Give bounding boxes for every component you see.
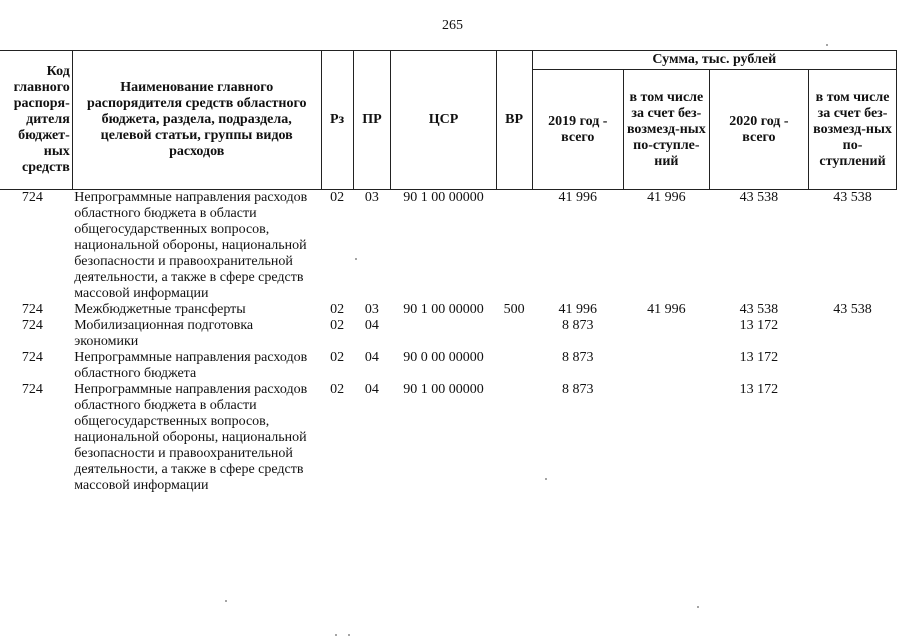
cell-vr: 500 [503, 302, 525, 317]
scan-speck [348, 634, 350, 636]
cell-pr: 04 [364, 382, 379, 397]
cell-pr: 03 [364, 302, 379, 317]
header-2019-total: 2019 год - всего [532, 70, 623, 190]
cell-2019-free: 41 996 [647, 302, 686, 317]
cell-vr [496, 350, 532, 382]
header-code-line: распоря- [13, 96, 70, 111]
header-code-line: средств [22, 160, 70, 175]
cell-csr [391, 318, 496, 350]
cell-csr: 90 0 00 00000 [403, 350, 484, 365]
cell-pr: 03 [364, 190, 379, 205]
header-code-line: главного [13, 80, 70, 95]
cell-code: 724 [21, 318, 43, 333]
cell-code: 724 [21, 382, 43, 397]
scan-speck [355, 258, 357, 260]
cell-rz: 02 [330, 350, 345, 365]
header-csr: ЦСР [391, 51, 496, 190]
cell-2019-total: 8 873 [562, 318, 594, 333]
scan-speck [826, 44, 828, 46]
cell-csr: 90 1 00 00000 [403, 382, 484, 397]
cell-2020-total: 13 172 [739, 318, 779, 333]
cell-pr: 04 [364, 350, 379, 365]
cell-2019-total: 41 996 [558, 190, 598, 205]
cell-2019-total: 8 873 [562, 382, 594, 397]
cell-2020-free: 43 538 [833, 190, 872, 205]
cell-code: 724 [21, 190, 43, 205]
scan-speck [335, 634, 337, 636]
scan-speck [697, 606, 699, 608]
cell-vr [496, 382, 532, 494]
budget-table [0, 50, 897, 494]
cell-vr [496, 190, 532, 303]
cell-2020-free [809, 318, 897, 350]
header-sum: Сумма, тыс. рублей [532, 51, 896, 70]
cell-name: Межбюджетные трансферты [74, 302, 246, 317]
table-row [0, 382, 897, 494]
cell-2019-free [624, 350, 710, 382]
cell-name: Мобилизационная подготовка экономики [74, 318, 254, 349]
cell-rz: 02 [330, 318, 345, 333]
cell-code: 724 [21, 302, 43, 317]
header-2020-free: в том числе за счет без-возмезд-ных по-ступлений [809, 70, 897, 190]
table-row [0, 302, 897, 318]
cell-2020-total: 43 538 [739, 302, 779, 317]
cell-2019-free: 41 996 [647, 190, 686, 205]
cell-2020-free [809, 382, 897, 494]
header-name: Наименование главного распорядителя средств областного бюджета, раздела, подраздела, целевой статьи, группы видов расходов [72, 51, 321, 190]
page-number: 265 [442, 18, 463, 33]
cell-csr: 90 1 00 00000 [403, 190, 484, 205]
cell-2020-free: 43 538 [833, 302, 872, 317]
scan-speck [225, 600, 227, 602]
header-vr: ВР [496, 51, 532, 190]
header-code-line: Код [46, 64, 70, 79]
cell-csr: 90 1 00 00000 [403, 302, 484, 317]
cell-rz: 02 [330, 302, 345, 317]
header-code [0, 51, 72, 190]
header-2019-free: в том числе за счет без-возмезд-ных по-ступле-ний [624, 70, 710, 190]
header-2020-total: 2020 год - всего [709, 70, 808, 190]
cell-2019-free [624, 382, 710, 494]
table-row [0, 350, 897, 382]
cell-2019-total: 8 873 [562, 350, 594, 365]
header-code-line: ных [43, 144, 70, 159]
cell-2020-total: 13 172 [739, 350, 779, 365]
cell-2020-total: 13 172 [739, 382, 779, 397]
cell-2019-total: 41 996 [558, 302, 598, 317]
cell-name: Непрограммные направления расходов областного бюджета [74, 350, 308, 381]
cell-2019-free [624, 318, 710, 350]
cell-name: Непрограммные направления расходов областного бюджета в области общегосударственных вопросов, национальной обороны, национальной безопасности и правоохранительной деятельности, а также в сфере средств массовой информации [74, 190, 308, 301]
header-pr: ПР [353, 51, 391, 190]
table-row [0, 190, 897, 303]
cell-2020-total: 43 538 [739, 190, 779, 205]
header-code-line: дителя [26, 112, 70, 127]
cell-rz: 02 [330, 382, 345, 397]
cell-pr: 04 [364, 318, 379, 333]
cell-2020-free [809, 350, 897, 382]
header-code-line: бюджет- [18, 128, 70, 143]
scan-speck [545, 478, 547, 480]
header-rz: Рз [321, 51, 353, 190]
cell-rz: 02 [330, 190, 345, 205]
cell-vr [496, 318, 532, 350]
table-row [0, 318, 897, 350]
cell-code: 724 [21, 350, 43, 365]
cell-name: Непрограммные направления расходов областного бюджета в области общегосударственных вопросов, национальной обороны, национальной безопасности и правоохранительной деятельности, а также в сфере средств массовой информации [74, 382, 308, 493]
